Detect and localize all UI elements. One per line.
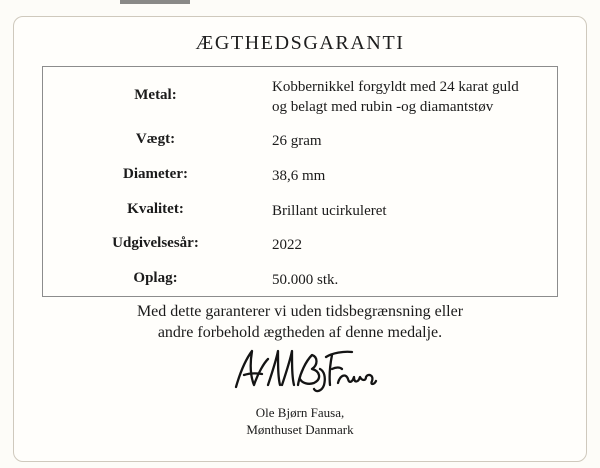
- spec-value: 50.000 stk.: [272, 272, 339, 288]
- spec-value-line: Kobbernikkel forgyldt med 24 karat guld: [272, 79, 519, 95]
- spec-value: Brillant ucirkuleret: [272, 203, 387, 219]
- guarantee-statement: [0, 301, 600, 343]
- spec-value: [272, 77, 554, 117]
- handwritten-signature: [228, 343, 378, 395]
- spec-value-line: og belagt med rubin -og diamantstøv: [272, 99, 494, 115]
- spec-label: Metal:: [134, 87, 177, 103]
- guarantee-line: andre forbehold ægtheden af denne medalje.: [157, 324, 443, 341]
- cropped-header-fragment: [120, 0, 190, 4]
- spec-label: Diameter:: [123, 166, 188, 182]
- spec-value: 38,6 mm: [272, 168, 326, 184]
- signatory-name: Ole Bjørn Fausa,: [255, 405, 345, 420]
- spec-value: 26 gram: [272, 133, 322, 149]
- spec-value: 2022: [272, 237, 302, 253]
- guarantee-line: Med dette garanterer vi uden tidsbegrænsning eller: [136, 303, 464, 320]
- spec-label: Oplag:: [133, 270, 178, 286]
- spec-label: Kvalitet:: [127, 201, 184, 217]
- signatory-organization: Mønthuset Danmark: [246, 422, 354, 437]
- spec-label: Udgivelsesår:: [112, 235, 199, 251]
- signatory-block: [0, 404, 600, 438]
- spec-label: Vægt:: [135, 131, 176, 147]
- specifications-table: [42, 66, 558, 297]
- certificate-title: ÆGTHEDSGARANTI: [195, 32, 405, 54]
